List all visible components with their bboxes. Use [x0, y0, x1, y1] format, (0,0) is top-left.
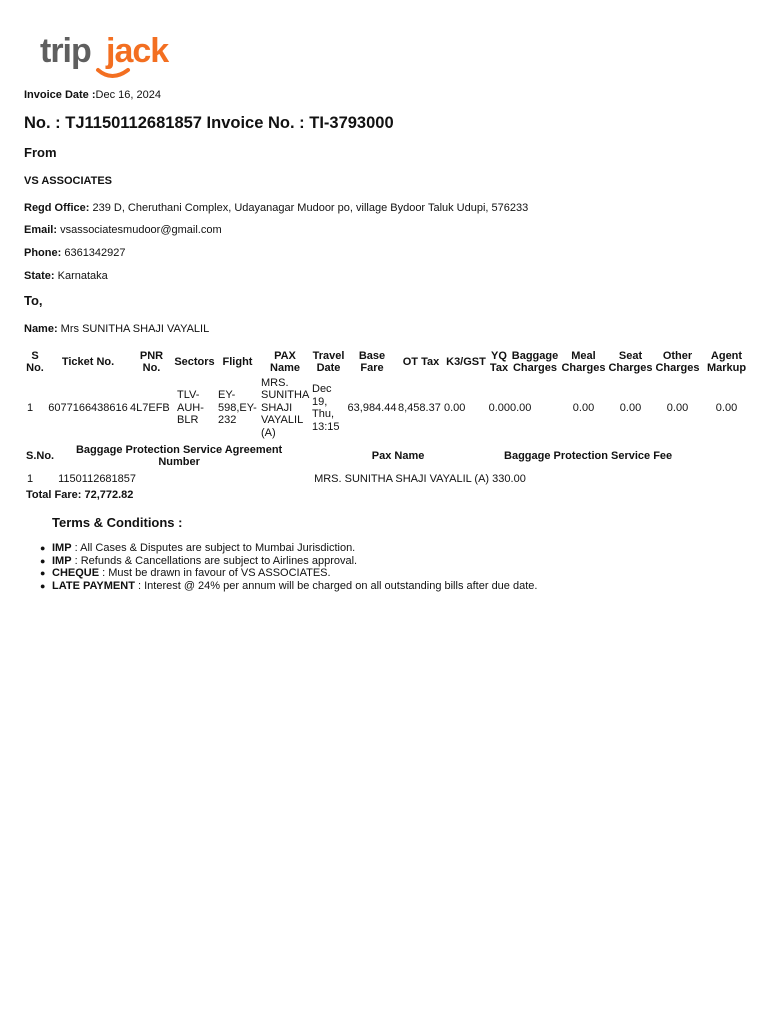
cell-bp-pax-name: MRS. SUNITHA SHAJI VAYALIL (A): [314, 472, 490, 485]
invoice-date-label: Invoice Date :: [24, 89, 96, 101]
term-text: : All Cases & Disputes are subject to Mumbai Jurisdiction.: [71, 542, 356, 554]
cell-s-no: 1: [27, 401, 34, 414]
cell-meal-charges: 0.00: [572, 401, 595, 414]
list-item: [40, 580, 538, 593]
cell-base-fare: 63,984.44: [347, 401, 397, 414]
baggage-table-header: [24, 443, 752, 469]
col-other-charges: Other Charges: [655, 349, 700, 374]
col-pax-name: PAX Name: [270, 349, 300, 374]
invoice-date: [24, 89, 161, 101]
regd-office-value: 239 D, Cheruthani Complex, Udayanagar Mudoor po, village Bydoor Taluk Udupi, 576233: [89, 202, 529, 214]
terms-list: [40, 542, 538, 593]
email-value: vsassociatesmudoor@gmail.com: [57, 224, 222, 236]
bullet-icon: ●: [40, 555, 46, 566]
col-bp-s-no: S.No.: [26, 449, 55, 462]
cell-baggage-charges: 0.00: [510, 401, 532, 414]
baggage-protection-table: [24, 443, 752, 489]
term-label: IMP: [52, 554, 72, 567]
col-seat-charges: Seat Charges: [608, 349, 653, 374]
company-name: VS ASSOCIATES: [24, 175, 113, 187]
term-text: : Refunds & Cancellations are subject to Airlines approval.: [71, 554, 358, 567]
table-row: [24, 469, 752, 489]
col-baggage-charges: Baggage Charges: [511, 349, 559, 374]
phone-value: 6361342927: [61, 247, 126, 259]
state-value: Karnataka: [54, 270, 108, 282]
cell-bp-pax-and-fee: [304, 469, 752, 489]
state-label: State:: [24, 270, 55, 282]
cell-k3-gst: 0.00: [444, 401, 466, 414]
state: [24, 270, 108, 282]
col-s-no: S No.: [26, 349, 44, 374]
tripjack-logo-graphic: [40, 32, 170, 82]
col-bp-fee: Baggage Protection Service Fee: [504, 449, 673, 462]
regd-office-label: Regd Office:: [24, 202, 90, 214]
cell-yq-tax: 0.00: [488, 401, 510, 414]
col-ticket-no: Ticket No.: [61, 355, 115, 368]
cell-pax-name: MRS. SUNITHA SHAJI VAYALIL (A): [261, 376, 309, 439]
col-pnr-no: PNR No.: [139, 349, 164, 374]
from-heading: From: [24, 145, 57, 160]
to-heading: To,: [24, 293, 43, 308]
terms-heading: Terms & Conditions :: [52, 515, 183, 530]
term-text: : Interest @ 24% per annum will be charged on all outstanding bills after due date.: [134, 580, 538, 593]
phone: [24, 247, 126, 259]
phone-label: Phone:: [24, 247, 62, 259]
list-item: [40, 542, 537, 555]
invoice-date-value: Dec 16, 2024: [95, 89, 161, 101]
cell-pnr-no: 4L7EFB: [130, 401, 170, 414]
col-travel-date: Travel Date: [312, 349, 345, 374]
col-meal-charges: Meal Charges: [561, 349, 606, 374]
email: [24, 224, 222, 236]
col-base-fare: Base Fare: [358, 349, 386, 374]
cell-bp-fee: 330.00: [492, 472, 526, 485]
col-sectors: Sectors: [174, 355, 215, 368]
invoice-title: No. : TJ1150112681857 Invoice No. : TI-3793000: [24, 114, 394, 132]
term-label: LATE PAYMENT: [52, 580, 135, 593]
fare-table: [24, 348, 752, 440]
total-fare: Total Fare: 72,772.82: [26, 489, 134, 501]
cell-bp-agreement-number: 1150112681857: [58, 472, 137, 485]
col-ot-tax: OT Tax: [402, 355, 440, 368]
cell-seat-charges: 0.00: [619, 401, 642, 414]
col-k3-gst: K3/GST: [446, 355, 486, 368]
cell-bp-s-no: 1: [27, 472, 34, 485]
cell-agent-markup: 0.00: [715, 401, 738, 414]
bullet-icon: ●: [40, 568, 46, 579]
svg-text:trip: trip: [40, 32, 91, 70]
bullet-icon: ●: [40, 581, 46, 592]
term-label: IMP: [52, 542, 72, 554]
fare-table-header: [24, 348, 752, 376]
col-bp-pax-name: Pax Name: [371, 449, 425, 462]
col-yq-tax: YQ Tax: [489, 349, 509, 374]
table-row: [24, 376, 752, 440]
cell-ot-tax: 8,458.37: [398, 401, 441, 414]
email-label: Email:: [24, 224, 58, 236]
list-item: [40, 567, 537, 580]
col-agent-markup: Agent Markup: [706, 349, 747, 374]
term-text: : Must be drawn in favour of VS ASSOCIATES.: [99, 567, 331, 580]
list-item: [40, 554, 537, 568]
cell-other-charges: 0.00: [666, 401, 689, 414]
cell-flight: EY-598,EY-232: [218, 389, 257, 427]
term-label: CHEQUE: [52, 567, 100, 580]
customer-name-value: Mrs SUNITHA SHAJI VAYALIL: [57, 323, 210, 335]
col-bp-agreement-number: Baggage Protection Service Agreement Number: [75, 443, 283, 468]
cell-ticket-no: 6077166438616: [48, 401, 128, 414]
col-flight: Flight: [222, 355, 253, 368]
bullet-icon: ●: [40, 543, 46, 553]
cell-travel-date: Dec 19, Thu, 13:15: [312, 383, 340, 433]
regd-office: [24, 202, 528, 214]
svg-text:jack: jack: [106, 32, 169, 70]
customer-name: [24, 323, 209, 335]
customer-name-label: Name:: [24, 323, 58, 335]
tripjack-logo: [40, 32, 170, 82]
cell-sectors: TLV-AUH-BLR: [177, 389, 204, 427]
